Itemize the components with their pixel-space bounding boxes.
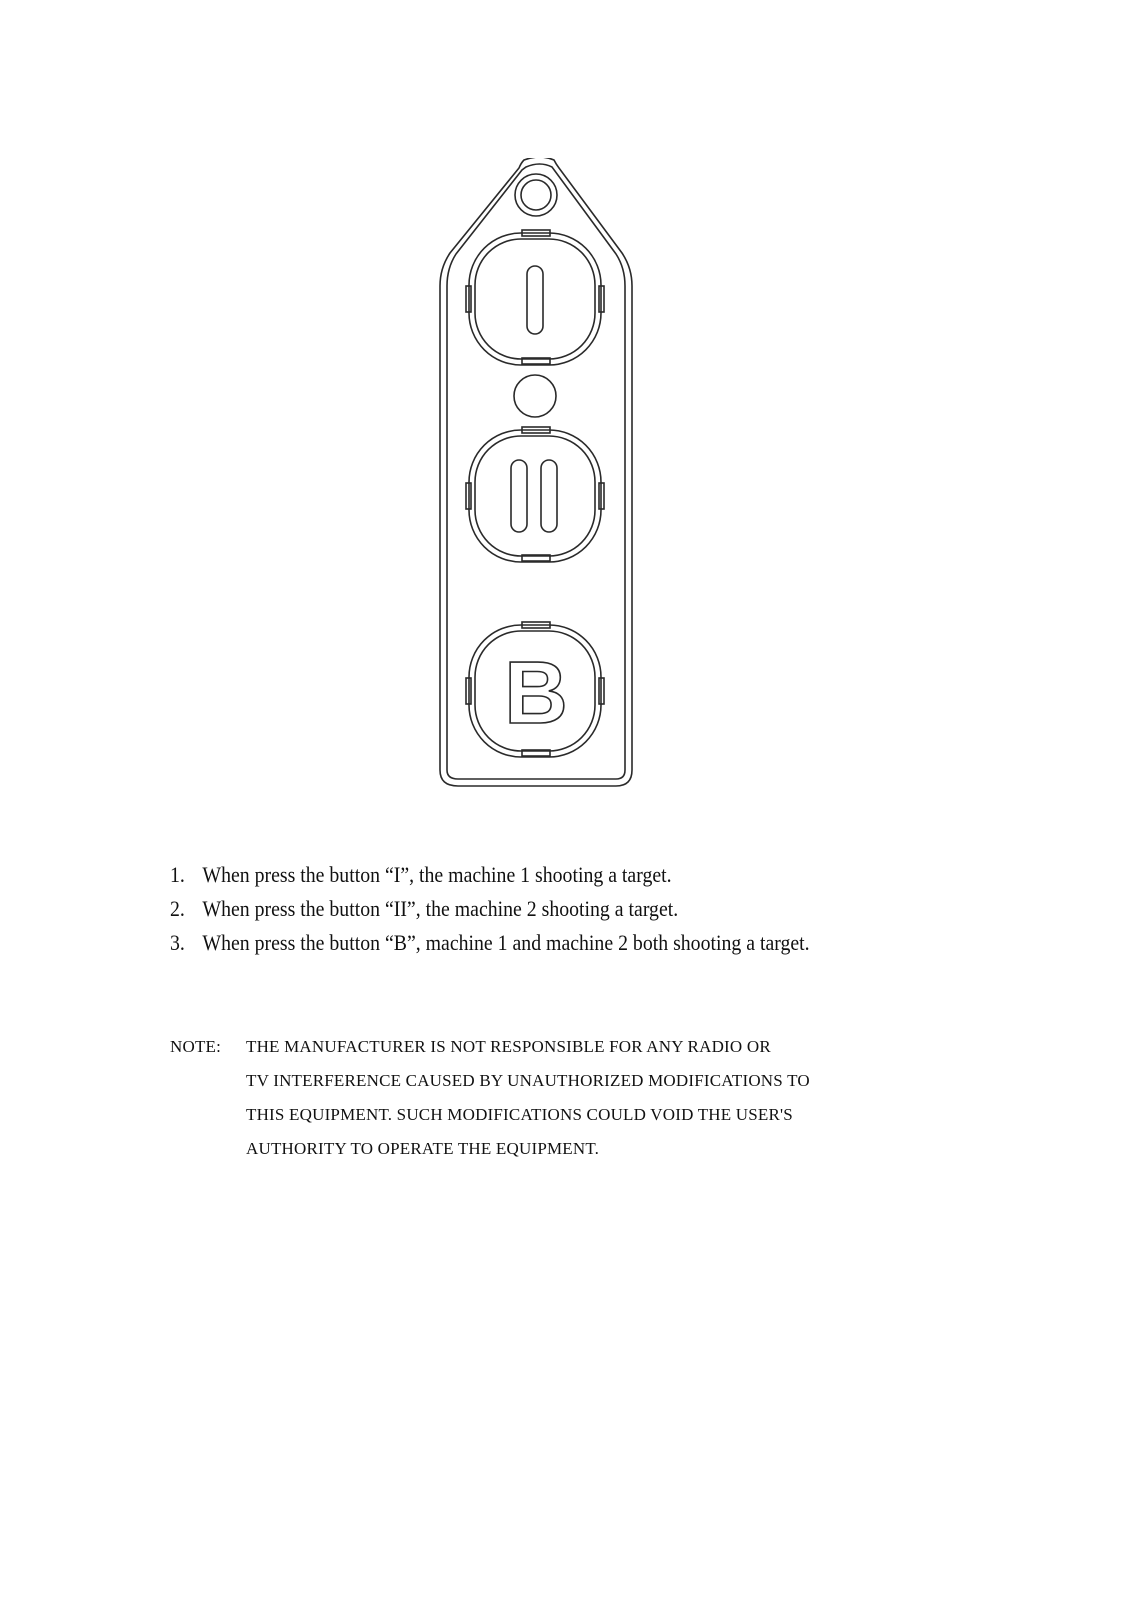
note-line: TV INTERFERENCE CAUSED BY UNAUTHORIZED MODIFICATIONS TO: [246, 1071, 810, 1090]
button-ii-outline: [466, 427, 604, 562]
remote-control-diagram: [436, 158, 646, 803]
instruction-number: 3.: [170, 930, 185, 955]
instruction-number: 1.: [170, 862, 185, 887]
note-line: THE MANUFACTURER IS NOT RESPONSIBLE FOR ANY RADIO OR: [246, 1037, 771, 1056]
instruction-item: [170, 858, 810, 892]
button-ii-symbol: [511, 460, 557, 532]
led-indicator-icon: [514, 375, 556, 417]
note-label: NOTE:: [170, 1037, 222, 1056]
remote-control-drawing: [436, 158, 646, 803]
note-line: AUTHORITY TO OPERATE THE EQUIPMENT.: [246, 1139, 600, 1158]
instruction-text: When press the button “I”, the machine 1 shooting a target.: [202, 862, 672, 887]
note-line: THIS EQUIPMENT. SUCH MODIFICATIONS COULD VOID THE USER'S: [246, 1105, 793, 1124]
instruction-list: [170, 858, 810, 960]
button-i-symbol: [527, 266, 543, 334]
instruction-number: 2.: [170, 896, 185, 921]
instruction-text: When press the button “B”, machine 1 and machine 2 both shooting a target.: [202, 930, 810, 955]
note-body: [246, 1030, 810, 1166]
button-b-symbol: B: [504, 643, 568, 742]
instruction-item: [170, 926, 810, 960]
instruction-item: [170, 892, 810, 926]
instruction-text: When press the button “II”, the machine 2 shooting a target.: [202, 896, 679, 921]
button-i-outline: [466, 230, 604, 365]
